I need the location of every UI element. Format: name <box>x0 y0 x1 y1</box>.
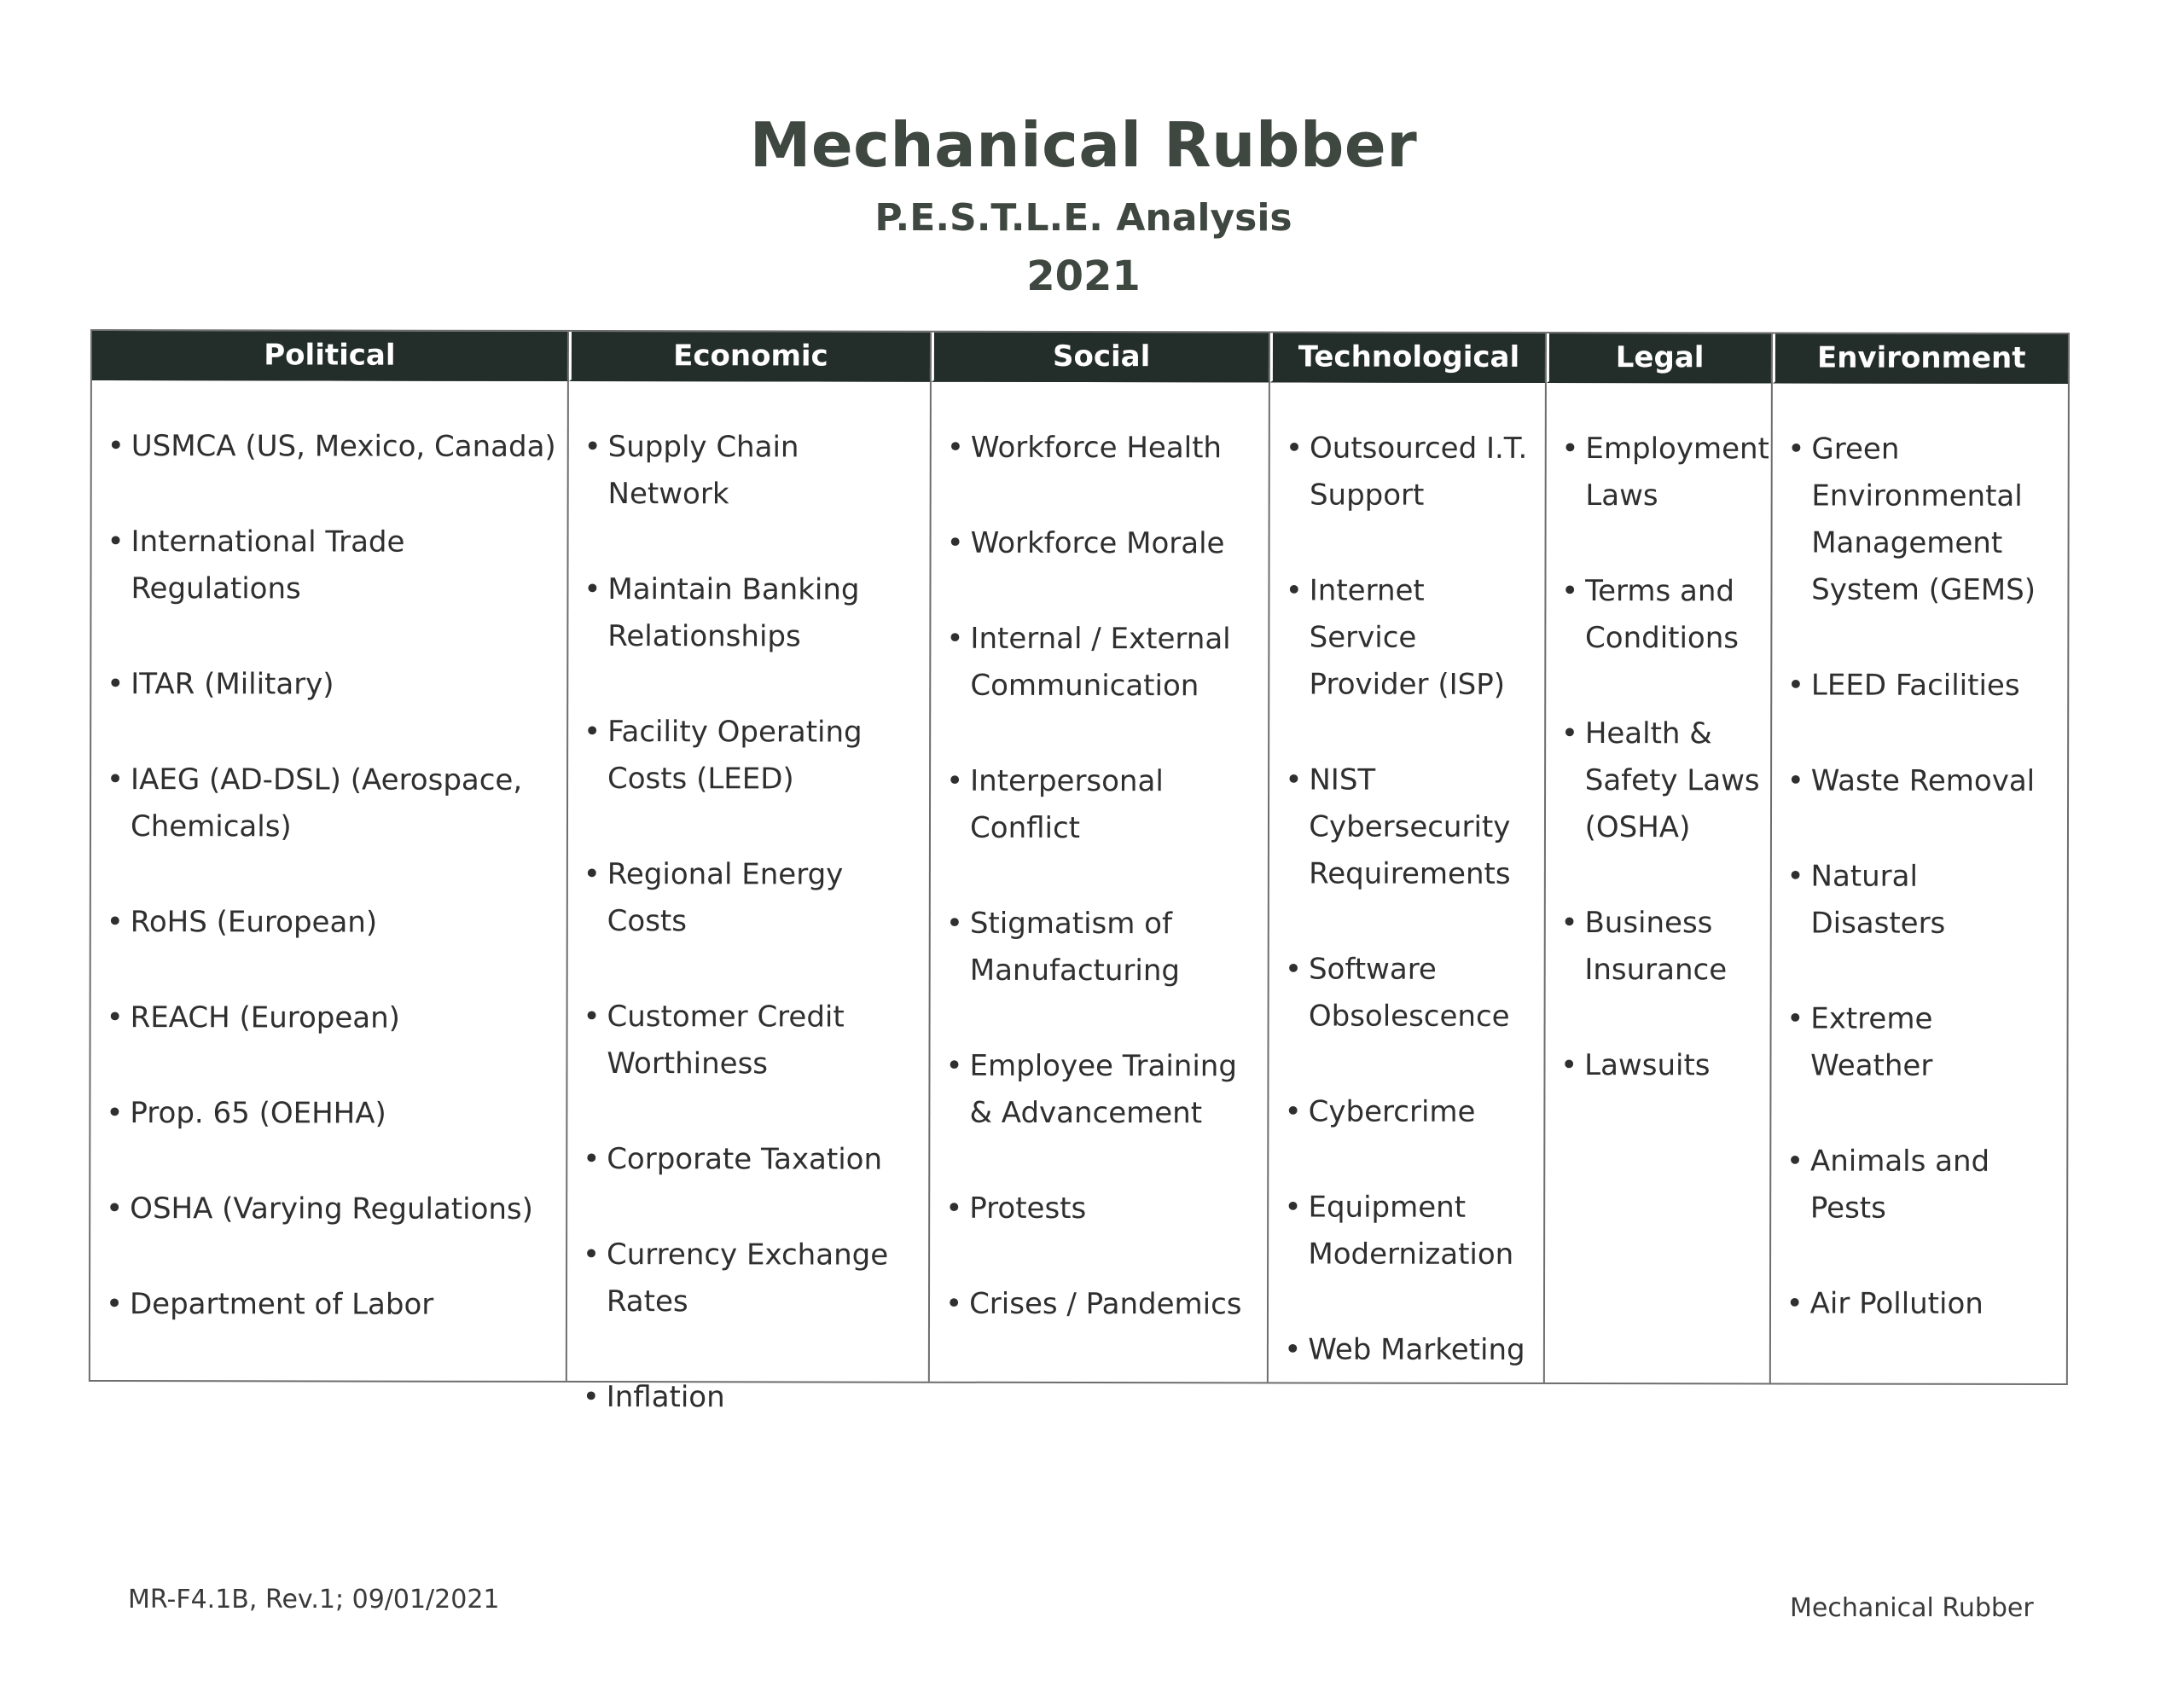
list-item: • LEED Facilities <box>1787 662 2059 710</box>
list-item: • Employee Training & Advancement <box>945 1043 1258 1138</box>
column-environment <box>1771 333 2068 1383</box>
list-item: • Web Marketing <box>1284 1326 1534 1374</box>
list-item: • Department of Labor <box>106 1281 557 1329</box>
list-item: • Protests <box>945 1186 1258 1233</box>
column-header-social: Social <box>932 333 1269 383</box>
document-title: Mechanical Rubber <box>749 109 1418 181</box>
column-header-environment: Environment <box>1773 333 2068 384</box>
list-item: • Customer Credit Worthiness <box>583 994 920 1088</box>
list-item: • RoHS (European) <box>107 899 558 947</box>
column-header-legal: Legal <box>1547 333 1771 383</box>
list-item: • Corporate Taxation <box>583 1136 920 1184</box>
column-header-technological: Technological <box>1270 333 1544 383</box>
document-year: 2021 <box>1026 252 1141 300</box>
column-political <box>90 331 569 1381</box>
list-item: • Outsourced I.T. Support <box>1286 425 1536 519</box>
list-item: • Currency Exchange Rates <box>583 1232 920 1326</box>
list-item: • International Trade Regulations <box>107 519 558 613</box>
list-item: • Extreme Weather <box>1786 995 2059 1090</box>
pestle-table <box>89 329 2070 1415</box>
column-economic <box>567 332 932 1415</box>
list-item: • Workforce Morale <box>947 520 1260 568</box>
list-item: • Internal / External Communication <box>946 616 1259 710</box>
list-item: • Maintain Banking Relationships <box>584 566 921 661</box>
list-item: • Waste Removal <box>1787 757 2059 805</box>
list-item: • REACH (European) <box>107 994 558 1042</box>
list-item: • Terms and Conditions <box>1561 568 1762 662</box>
column-header-political: Political <box>92 331 567 381</box>
list-item: • Green Environmental Management System (GEMS) <box>1787 426 2059 614</box>
column-list-political <box>90 380 567 1329</box>
footer-company-name: Mechanical Rubber <box>1790 1593 2034 1623</box>
column-list-legal <box>1545 383 1770 1089</box>
list-item: • OSHA (Varying Regulations) <box>106 1186 557 1233</box>
list-item: • Air Pollution <box>1786 1280 2058 1328</box>
list-item: • USMCA (US, Mexico, Canada) <box>107 423 559 471</box>
list-item: • Prop. 65 (OEHHA) <box>106 1090 557 1138</box>
footer-form-code: MR-F4.1B, Rev.1; 09/01/2021 <box>128 1585 500 1615</box>
list-item: • Employment Laws <box>1561 426 1762 519</box>
document-subtitle: P.E.S.T.L.E. Analysis <box>874 196 1292 240</box>
column-list-technological <box>1269 382 1544 1374</box>
column-social <box>930 333 1270 1383</box>
list-item: • Equipment Modernization <box>1284 1184 1535 1278</box>
list-item: • Stigmatism of Manufacturing <box>946 901 1259 995</box>
list-item: • Inflation <box>583 1374 920 1422</box>
list-item: • Supply Chain Network <box>584 424 921 519</box>
list-item: • Business Insurance <box>1560 900 1761 994</box>
column-list-social <box>930 382 1269 1329</box>
list-item: • Facility Operating Costs (LEED) <box>584 709 921 803</box>
list-item: • IAEG (AD-DSL) (Aerospace, Chemicals) <box>107 757 558 851</box>
list-item: • Regional Energy Costs <box>584 851 921 946</box>
column-technological <box>1269 333 1547 1383</box>
list-item: • Crises / Pandemics <box>945 1281 1258 1329</box>
list-item: • Health & Safety Laws (OSHA) <box>1561 710 1762 851</box>
column-header-economic: Economic <box>569 332 930 382</box>
column-list-environment <box>1771 383 2068 1328</box>
list-item: • Lawsuits <box>1560 1042 1761 1089</box>
list-item: • Software Obsolescence <box>1285 946 1536 1041</box>
list-item: • Internet Service Provider (ISP) <box>1286 567 1536 709</box>
list-item: • Cybercrime <box>1285 1088 1535 1136</box>
list-item: • Natural Disasters <box>1786 853 2059 948</box>
column-legal <box>1545 333 1773 1383</box>
list-item: • Interpersonal Conflict <box>946 758 1259 853</box>
list-item: • Animals and Pests <box>1786 1138 2059 1232</box>
list-item: • ITAR (Military) <box>107 661 558 709</box>
list-item: • Workforce Health <box>947 425 1260 472</box>
column-list-economic <box>567 381 930 1422</box>
list-item: • NIST Cybersecurity Requirements <box>1285 757 1536 898</box>
